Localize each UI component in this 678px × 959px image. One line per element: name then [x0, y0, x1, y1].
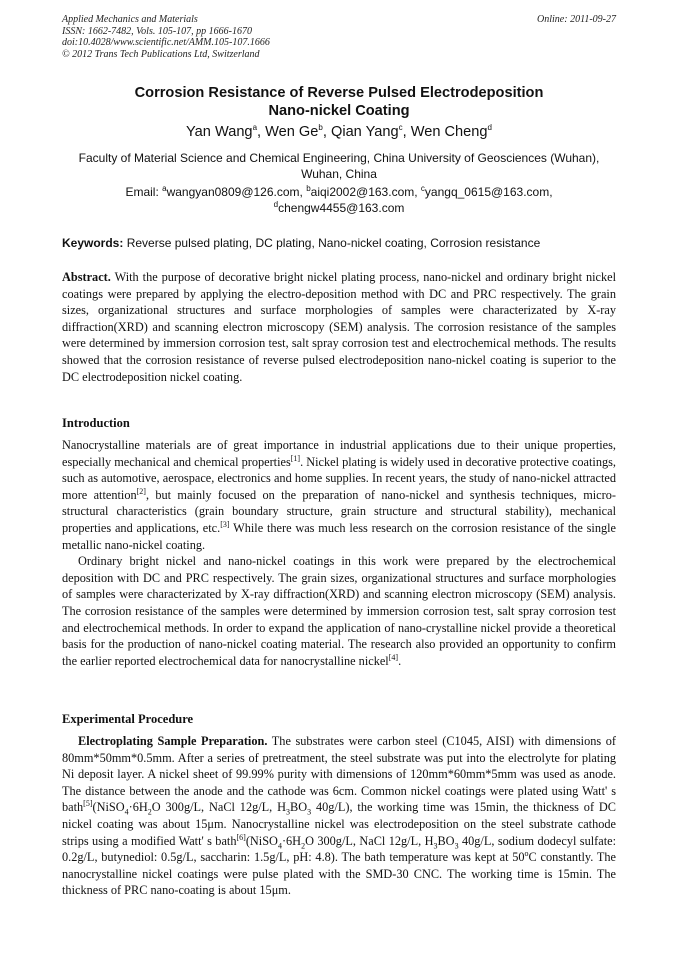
- author-name: Wen Cheng: [410, 124, 488, 140]
- online-date: Online: 2011-09-27: [537, 14, 616, 25]
- text-run: .: [398, 653, 402, 668]
- copyright: © 2012 Trans Tech Publications Ltd, Switzerland: [62, 48, 260, 60]
- email-link[interactable]: chengw4455@163.com: [278, 201, 405, 215]
- subscript: 4: [124, 807, 129, 817]
- paragraph: [62, 553, 616, 669]
- text-run: 40g/L), the working time was 15min, the thickness of DC nickel coating was about 15μm. Nanocrystalline nickel was electrodeposition on the steel substrate cathode strips using a modified Watt' s bath: [62, 800, 616, 848]
- text-run: ·6H: [281, 833, 302, 848]
- text-run: 40g/L, sodium dodecyl sulfate: 0.2g/L, butynediol: 0.5g/L, saccharin: 1.5g/L, pH: 4.8). The bath temperature was kept at 50: [62, 833, 616, 865]
- title-line-2: Nano-nickel Coating: [268, 103, 410, 119]
- citation[interactable]: [1]: [290, 453, 301, 463]
- journal-header: [62, 14, 616, 60]
- abstract: [62, 269, 616, 385]
- keywords-text: Reverse pulsed plating, DC plating, Nano-nickel coating, Corrosion resistance: [126, 236, 541, 250]
- section-heading-experimental: Experimental Procedure: [62, 712, 194, 726]
- degree-sup: o: [524, 849, 529, 859]
- text-run: O 300g/L, NaCl 12g/L, H: [151, 800, 287, 815]
- email-sup: d: [273, 200, 279, 209]
- text-run: (NiSO: [92, 800, 125, 815]
- text-run: Ordinary bright nickel and nano-nickel coatings in this work were prepared by the electrochemical deposition with DC and PRC respectively. The grain sizes, organizational structures and surface morphologies of samples were characterizated by X-ray diffraction(XRD) and scanning electron microscopy (SEM) analysis. The corrosion resistance of the samples were determined by immersion corrosion test, salt spray corrosion test and electrochemical methods. In order to expand the application of nano-crystalline nickel provide a theoretical basis for the production of nano-nickel coating material. The research also provided an opportunity to confirm the earlier reported electrochemical data for nanocrystalline nickel: [62, 554, 616, 668]
- text-run: C constantly. The nanocrystalline nickel coatings were pulse plated with the SMD-30 CNC. The working time is 15min. The thickness of PRC nano-coating is about 15μm.: [62, 850, 616, 898]
- doi: doi:10.4028/www.scientific.net/AMM.105-107.1666: [62, 37, 270, 48]
- text-run: The substrates were carbon steel (C1045, AISI) with dimensions of 80mm*50mm*0.5mm. After a series of pretreatment, the steel substrate was put into the electrolyte for plating Ni deposit layer. A nickel sheet of 99.99% purity with dimensions of 120mm*60mm*5mm was used as anode. The distance between the anode and the cathode was 6cm. Common nickel coatings were plated using Watt' s bath: [62, 734, 616, 815]
- email-sup: c: [420, 184, 425, 193]
- citation[interactable]: [2]: [136, 486, 146, 496]
- email-label: Email:: [125, 185, 159, 199]
- author-sup: d: [487, 123, 492, 133]
- email-link[interactable]: aiqi2002@163.com: [310, 185, 415, 199]
- email-block: Email: $^a$wangyan0809@126.com, $^b$aiqi2002@163.com, $^c$yangq_0615@163.com, $^d$chengw4455@163.com: [125, 184, 553, 215]
- paper-title: [62, 84, 616, 120]
- citation[interactable]: [4]: [388, 652, 399, 662]
- text-run: ·6H: [128, 800, 148, 815]
- author-name: Yan Wang: [186, 124, 253, 140]
- affiliation-line-1: Faculty of Material Science and Chemical Engineering, China University of Geosciences (Wuhan),: [78, 151, 600, 165]
- paragraph: [62, 733, 616, 899]
- introduction-body: [62, 437, 616, 669]
- subscript: 2: [301, 841, 306, 851]
- text-run: BO: [437, 833, 455, 848]
- email-link[interactable]: wangyan0809@126.com: [166, 185, 300, 199]
- keywords-label: Keywords:: [62, 236, 124, 250]
- affiliation: [62, 150, 616, 182]
- author-sup: a: [252, 123, 258, 133]
- citation[interactable]: [3]: [220, 519, 230, 529]
- citation[interactable]: [6]: [236, 832, 246, 842]
- affiliation-line-2: Wuhan, China: [301, 167, 377, 181]
- text-run: , but mainly focused on the preparation of nano-nickel and synthesis techniques, micro-structural characteristics (grain boundary structure, grain structure and structural stability), mechanical properties and applications, etc.: [62, 487, 616, 535]
- author-list: Yan Wang$^a$, Wen Ge$^b$, Qian Yang$^c$, Wen Cheng$^d$: [186, 123, 492, 140]
- text-run: While there was much less research on the corrosion resistance of the single metallic nano-nickel coating.: [62, 520, 617, 552]
- abstract-text: With the purpose of decorative bright nickel plating process, nano-nickel and ordinary bright nickel coatings were prepared by applying the electro-deposition method with DC and PRC respectively. The grain sizes, organizational structures and surface morphologies of samples were characterizated by X-ray diffraction(XRD) and scanning electron microscopy (SEM) analysis. The corrosion resistance of the samples were determined by immersion corrosion test, salt spray corrosion test and electrochemical methods. The results showed that the corrosion resistance of reverse pulsed electrodeposition nano-nickel coating is superior to the DC electrodeposition nickel coating.: [62, 270, 616, 384]
- text-run: BO: [290, 800, 308, 815]
- text-run: O 300g/L, NaCl 12g/L, H: [305, 833, 434, 848]
- journal-name: Applied Mechanics and Materials: [62, 14, 198, 25]
- subsection-lead: Electroplating Sample Preparation.: [78, 734, 268, 748]
- text-run: . Nickel plating is widely used in decorative protective coatings, such as automotive, aerospace, electronics and home supplies. In recent years, the study of nano-nickel attracted more attention: [62, 454, 616, 502]
- email-sup: a: [162, 184, 167, 193]
- experimental-body: [62, 733, 616, 899]
- subscript: 3: [454, 841, 459, 851]
- subscript: 2: [147, 807, 152, 817]
- text-run: Nanocrystalline materials are of great importance in industrial applications due to their unique properties, especially mechanical and chemical properties: [62, 438, 616, 469]
- subscript: 3: [307, 807, 312, 817]
- subscript: 3: [433, 841, 438, 851]
- citation[interactable]: [5]: [83, 799, 93, 809]
- subscript: 3: [286, 807, 291, 817]
- subscript: 4: [277, 841, 282, 851]
- paragraph: [62, 437, 616, 553]
- author-sup: b: [318, 123, 323, 133]
- email-link[interactable]: yangq_0615@163.com: [424, 185, 550, 199]
- abstract-label: Abstract.: [62, 270, 111, 284]
- author-sup: c: [398, 123, 403, 133]
- title-line-1: Corrosion Resistance of Reverse Pulsed Electrodeposition: [134, 85, 544, 101]
- author-name: Wen Ge: [265, 124, 319, 140]
- text-run: (NiSO: [245, 833, 278, 848]
- author-name: Qian Yang: [330, 124, 399, 140]
- email-sup: b: [306, 184, 311, 193]
- keywords: [62, 235, 616, 251]
- issn: ISSN: 1662-7482, Vols. 105-107, pp 1666-1670: [62, 25, 252, 37]
- section-heading-introduction: Introduction: [62, 416, 130, 430]
